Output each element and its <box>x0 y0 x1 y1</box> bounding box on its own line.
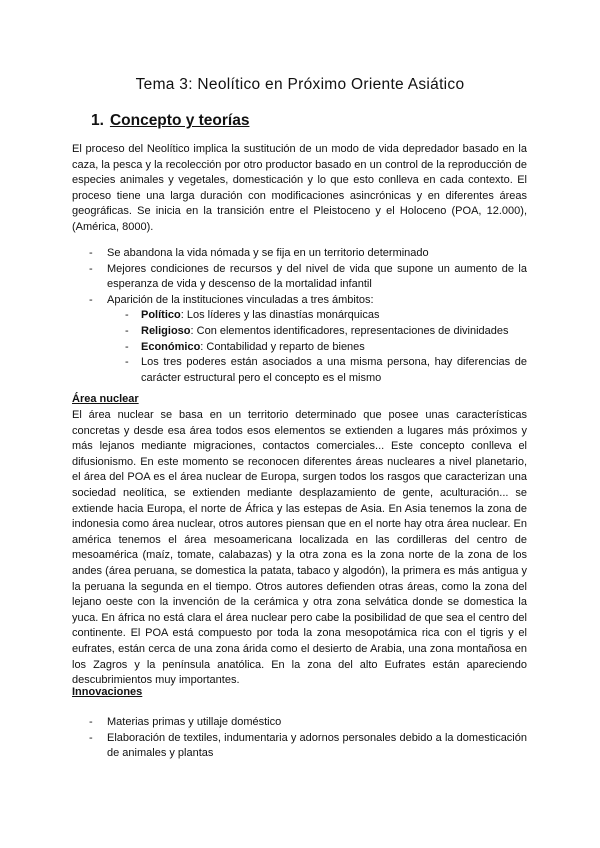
bullet-marker: - <box>89 262 93 275</box>
sublist-item-label: Político <box>141 309 181 322</box>
area-nuclear-paragraph: El área nuclear se basa en un territorio determinado que posee unas características concretas y desde esa área todos esos elementos se extienden a lugares más próximos y más lejanos mediante migraciones, contactos comerciales... Este concepto conlleva el difusionismo. En este momento se reconocen diferentes áreas nucleares a nivel planetario, el área del POA es el área nuclear de Europa, surgen todos los rasgos que caracterizan una sociedad neolítica, se extienden mediante desplazamiento de gente, aculturación... se extiende hacia Europa, el norte de África y las estepas de Asia. En Asia tenemos la zona de indonesia como área nuclear, otros autores piensan que en el norte hay otra área nuclear. En américa tenemos el área mesoamericana localizada en las cordilleras del centro de mesoamérica (maíz, tomate, calabazas) y la otra zona es la zona norte de la zona de los andes (área peruana, se domestica la patata, tabaco y algodón), la primera es más antigua y la peruana la segunda en el tiempo. Otros autores defienden otras áreas, como la zona del lejano oeste con la invención de la cerámica y otra zona selvática donde se domestica la yuca. En áfrica no está clara el área nuclear pero cabe la posibilidad de que sea el centro del continente. El POA está compuesto por toda la zona mesopotámica rica con el tigris y el eufrates, están cerca de una zona árida como el desierto de Arabia, una zona montañosa en los Zagros y la península anatólica. En la zona del alto Eufrates están apareciendo descubrimientos muy importantes. <box>72 409 527 687</box>
bullet-marker: - <box>89 293 93 306</box>
list-item-text: Elaboración de textiles, indumentaria y adornos personales debido a la domesticación de animales y plantas <box>107 731 527 760</box>
list-item <box>72 246 527 262</box>
innovaciones-list <box>72 715 527 762</box>
bullet-marker: - <box>125 309 129 322</box>
list-item <box>72 715 527 731</box>
bullet-marker: - <box>89 247 93 259</box>
section-number: 1. <box>91 112 104 129</box>
list-item-text: Se abandona la vida nómada y se fija en un territorio determinado <box>107 247 429 259</box>
sublist-item <box>107 308 527 324</box>
innovaciones-heading: Innovaciones <box>72 686 143 698</box>
sublist-item-text: : Contabilidad y reparto de bienes <box>200 340 365 353</box>
bullet-marker: - <box>125 324 129 337</box>
page-title: Tema 3: Neolítico en Próximo Oriente Asiático <box>135 76 465 93</box>
list-item <box>72 293 527 387</box>
sublist-item-label: Religioso <box>141 324 191 337</box>
sublist-item-text: Los tres poderes están asociados a una misma persona, hay diferencias de carácter estructural pero el concepto es el mismo <box>141 356 527 384</box>
list-item <box>72 262 527 293</box>
section-heading <box>91 112 249 130</box>
intro-paragraph: El proceso del Neolítico implica la sustitución de un modo de vida depredador basado en la caza, la pesca y la recolección por otro productor basado en un control de la reproducción de especies animales y vegetales, domesticación y lo que esto conlleva en cada contexto. El proceso tiene una larga duración con modificaciones asincrónicas y en diferentes áreas geográficas. Se inicia en la transición entre el Pleistoceno y el Holoceno (POA, 12.000), (América, 8000). <box>72 143 527 233</box>
area-nuclear-heading: Área nuclear <box>72 393 139 405</box>
list-item-text: Materias primas y utillaje doméstico <box>107 716 282 728</box>
section-title: Concepto y teorías <box>109 112 250 129</box>
bullet-marker: - <box>125 340 129 353</box>
bullet-marker: - <box>89 716 93 728</box>
concept-list <box>72 246 527 386</box>
list-item <box>72 731 527 762</box>
sublist-item <box>107 355 527 386</box>
bullet-marker: - <box>125 356 129 369</box>
list-item-text: Mejores condiciones de recursos y del nivel de vida que supone un aumento de la esperanza de vida y descenso de la mortalidad infantil <box>107 262 527 291</box>
list-item-text: Aparición de la instituciones vinculadas a tres ámbitos: <box>107 293 374 306</box>
sublist-item-text: : Con elementos identificadores, representaciones de divinidades <box>190 324 509 337</box>
bullet-marker: - <box>89 731 93 744</box>
sublist-item-label: Económico <box>141 340 201 353</box>
institutions-sublist <box>107 308 527 386</box>
sublist-item <box>107 324 527 340</box>
sublist-item <box>107 340 527 356</box>
sublist-item-text: : Los líderes y las dinastías monárquicas <box>180 309 380 322</box>
